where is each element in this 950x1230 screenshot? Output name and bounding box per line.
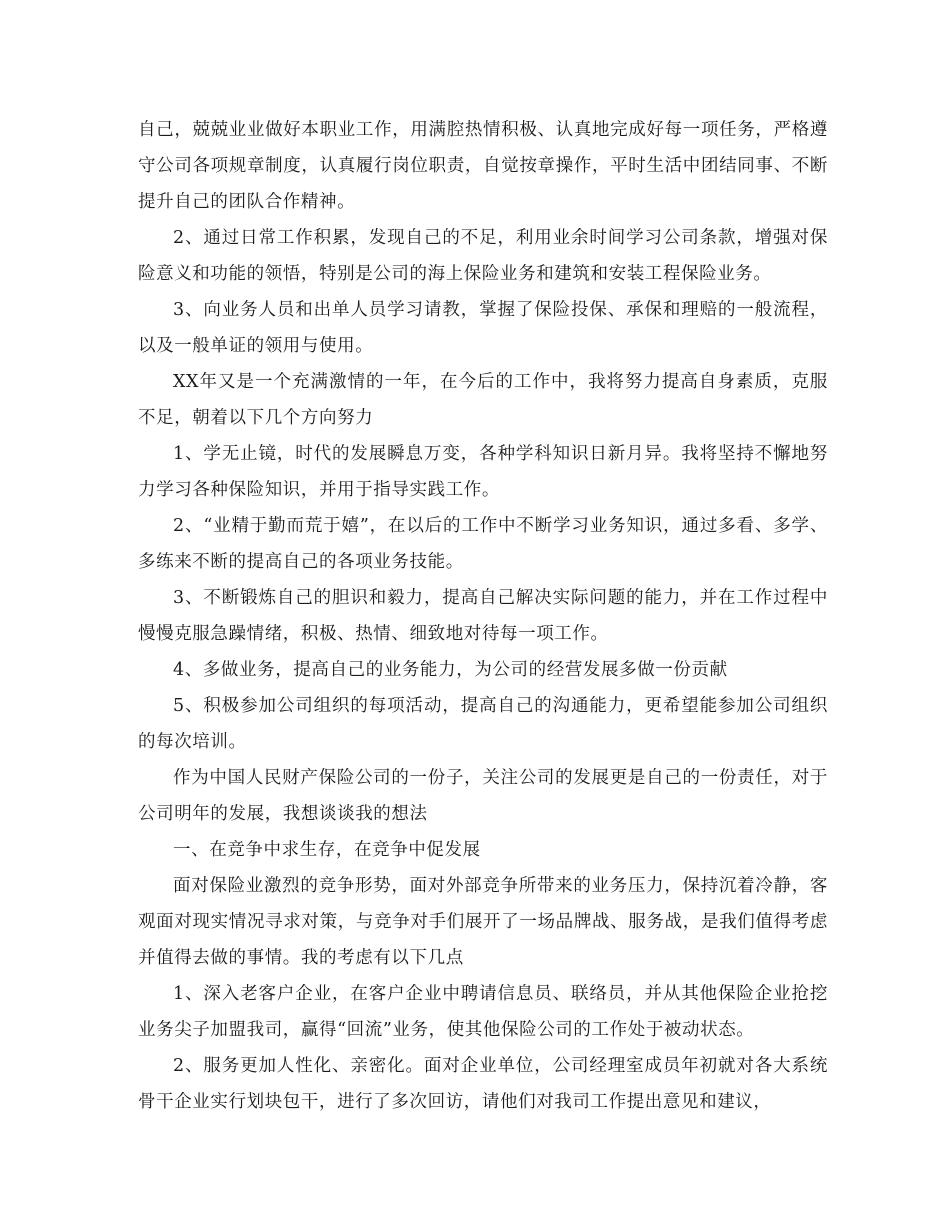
paragraph-7: 3、不断锻炼自己的胆识和毅力，提高自己解决实际问题的能力，并在工作过程中慢慢克服急躁情绪，积极、热情、细致地对待每一项工作。 <box>138 588 828 644</box>
paragraph-12: 面对保险业激烈的竞争形势，面对外部竞争所带来的业务压力，保持沉着冷静，客观面对现实情况寻求对策，与竞争对手们展开了一场品牌战、服务战，是我们值得考虑并值得去做的事情。我的考虑有以下几点 <box>138 876 828 968</box>
paragraph-2: 2、通过日常工作积累，发现自己的不足，利用业余时间学习公司条款，增强对保险意义和功能的领悟，特别是公司的海上保险业务和建筑和安装工程保险业务。 <box>138 228 828 284</box>
section-heading-1: 一、在竞争中求生存，在竞争中促发展 <box>173 840 481 860</box>
paragraph-3: 3、向业务人员和出单人员学习请教，掌握了保险投保、承保和理赔的一般流程，以及一般单证的领用与使用。 <box>138 300 828 356</box>
document-body <box>138 112 828 1120</box>
paragraph-8: 4、多做业务，提高自己的业务能力，为公司的经营发展多做一份贡献 <box>173 660 728 680</box>
paragraph-14: 2、服务更加人性化、亲密化。面对企业单位，公司经理室成员年初就对各大系统骨干企业实行划块包干，进行了多次回访，请他们对我司工作提出意见和建议， <box>138 1056 828 1112</box>
paragraph-4: XX年又是一个充满激情的一年，在今后的工作中，我将努力提高自身素质，克服不足，朝着以下几个方向努力 <box>138 372 828 428</box>
paragraph-13: 1、深入老客户企业，在客户企业中聘请信息员、联络员，并从其他保险企业抢挖业务尖子加盟我司，赢得“回流”业务，使其他保险公司的工作处于被动状态。 <box>138 984 828 1040</box>
paragraph-6: 2、“业精于勤而荒于嬉”，在以后的工作中不断学习业务知识，通过多看、多学、多练来不断的提高自己的各项业务技能。 <box>138 516 828 572</box>
paragraph-10: 作为中国人民财产保险公司的一份子，关注公司的发展更是自己的一份责任，对于公司明年的发展，我想谈谈我的想法 <box>138 768 828 824</box>
paragraph-9: 5、积极参加公司组织的每项活动，提高自己的沟通能力，更希望能参加公司组织的每次培训。 <box>138 696 828 752</box>
paragraph-5: 1、学无止镜，时代的发展瞬息万变，各种学科知识日新月异。我将坚持不懈地努力学习各种保险知识，并用于指导实践工作。 <box>138 444 828 500</box>
paragraph-1: 自己，兢兢业业做好本职业工作，用满腔热情积极、认真地完成好每一项任务，严格遵守公司各项规章制度，认真履行岗位职责，自觉按章操作，平时生活中团结同事、不断提升自己的团队合作精神。 <box>138 120 828 212</box>
